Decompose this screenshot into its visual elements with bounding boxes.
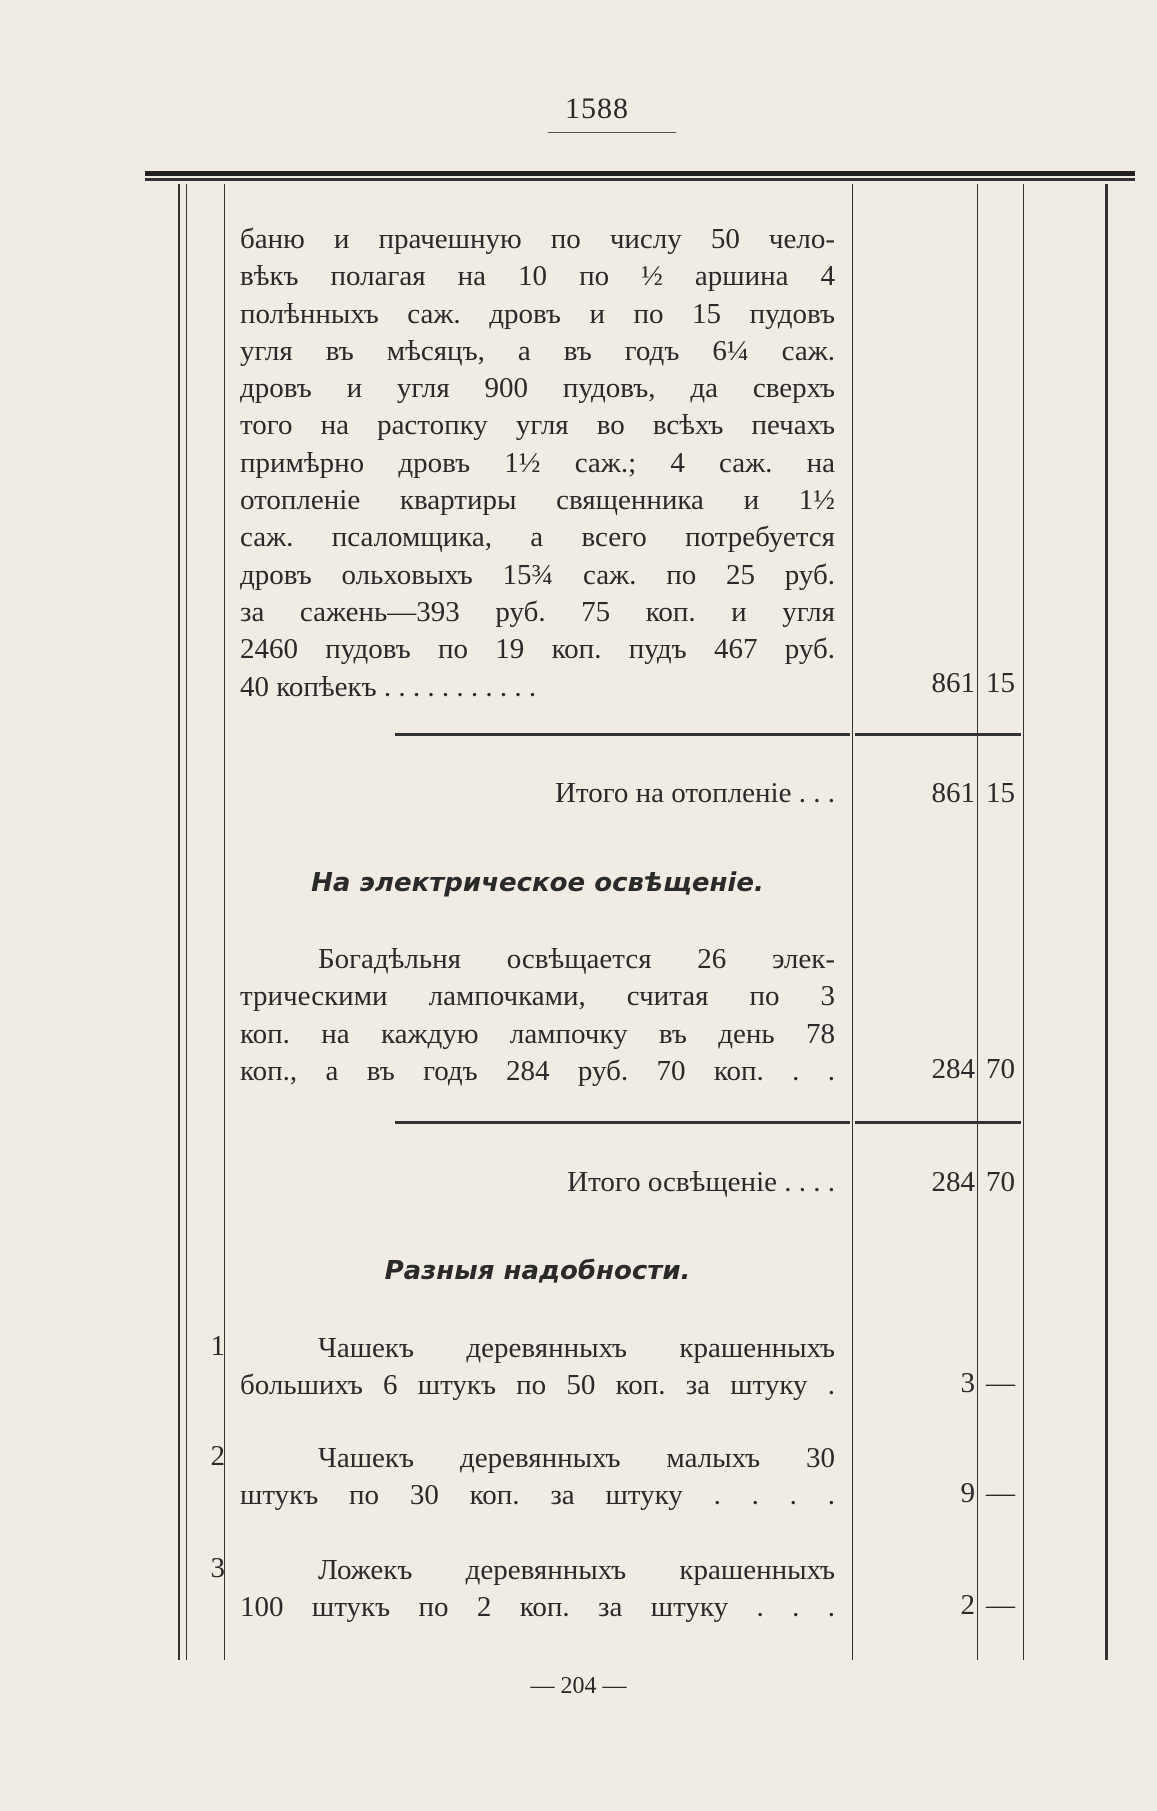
heating-paragraph bbox=[240, 221, 835, 706]
text-line: коп., а въ годъ 284 руб. 70 коп. . . bbox=[240, 1054, 835, 1087]
text-line: того на растопку угля во всѣхъ печахъ bbox=[240, 409, 835, 442]
text-line: Чашекъ деревянныхъ малыхъ 30 bbox=[318, 1442, 835, 1474]
text-line: штукъ по 30 коп. за штуку . . . . bbox=[240, 1479, 835, 1512]
text-line: угля въ мѣсяцъ, а въ годъ 6¼ саж. bbox=[240, 334, 835, 367]
column-rule-text-right bbox=[852, 184, 853, 1660]
column-rule-left-inner bbox=[186, 184, 187, 1660]
text-line: Ложекъ деревянныхъ крашенныхъ bbox=[318, 1554, 835, 1586]
text-line: отопленіе квартиры священника и 1½ bbox=[240, 484, 835, 517]
table-top-rule bbox=[145, 171, 1135, 176]
column-rule-rub-right bbox=[977, 184, 978, 1660]
item-amount-kop: — bbox=[986, 1589, 1015, 1621]
item-amount-rub: 2 bbox=[960, 1589, 975, 1621]
item-amount-kop: — bbox=[986, 1477, 1015, 1509]
text-line: коп. на каждую лампочку въ день 78 bbox=[240, 1017, 835, 1050]
item-number: 1 bbox=[210, 1330, 225, 1362]
text-line: дровъ ольховыхъ 15¾ саж. по 25 руб. bbox=[240, 558, 835, 591]
item-number: 2 bbox=[210, 1440, 225, 1472]
text-line: Богадѣльня освѣщается 26 элек- bbox=[318, 943, 835, 975]
text-line: трическими лампочками, считая по 3 bbox=[240, 980, 835, 1013]
text-line: 40 копѣекъ . . . . . . . . . . . bbox=[240, 670, 537, 703]
electric-paragraph bbox=[240, 941, 835, 1090]
column-rule-number bbox=[224, 184, 225, 1660]
header-underline bbox=[548, 132, 676, 133]
heating-amount-kop: 15 bbox=[986, 667, 1015, 699]
text-line: баню и прачешную по числу 50 чело- bbox=[240, 223, 835, 255]
item-text bbox=[240, 1552, 835, 1627]
item-text bbox=[240, 1440, 835, 1515]
text-line: Чашекъ деревянныхъ крашенныхъ bbox=[318, 1332, 835, 1364]
electric-total-label: Итого освѣщеніе . . . . bbox=[567, 1166, 835, 1198]
table-top-rule-inner bbox=[145, 178, 1135, 181]
item-amount-rub: 9 bbox=[960, 1477, 975, 1509]
column-rule-right-outer bbox=[1105, 184, 1108, 1660]
electric-amount-rub: 284 bbox=[931, 1053, 975, 1085]
text-line: 2460 пудовъ по 19 коп. пудъ 467 руб. bbox=[240, 633, 835, 666]
item-number: 3 bbox=[210, 1552, 225, 1584]
column-rule-kop-right bbox=[1023, 184, 1024, 1660]
text-line: саж. псаломщика, а всего потребуется bbox=[240, 521, 835, 554]
heating-total-label: Итого на отопленіе . . . bbox=[554, 777, 835, 809]
total-rule bbox=[395, 733, 850, 736]
electric-total-kop: 70 bbox=[986, 1166, 1015, 1198]
text-line: дровъ и угля 900 пудовъ, да сверхъ bbox=[240, 372, 835, 405]
text-line: вѣкъ полагая на 10 по ½ аршина 4 bbox=[240, 260, 835, 293]
text-line: полѣнныхъ саж. дровъ и по 15 пудовъ bbox=[240, 297, 835, 330]
heating-total-rub: 861 bbox=[931, 777, 975, 809]
electric-total-rub: 284 bbox=[931, 1166, 975, 1198]
item-amount-kop: — bbox=[986, 1367, 1015, 1399]
section-title-misc: Разныя надобности. bbox=[384, 1256, 691, 1286]
item-text bbox=[240, 1330, 835, 1405]
heating-total-kop: 15 bbox=[986, 777, 1015, 809]
total-rule-amount bbox=[855, 733, 1021, 736]
electric-amount-kop: 70 bbox=[986, 1053, 1015, 1085]
page-header-number: 1588 bbox=[565, 92, 629, 125]
total-rule bbox=[395, 1121, 850, 1124]
page-footer-number: — 204 — bbox=[530, 1673, 627, 1699]
item-amount-rub: 3 bbox=[960, 1367, 975, 1399]
section-title-electric: На электрическое освѣщеніе. bbox=[311, 868, 764, 898]
text-line: большихъ 6 штукъ по 50 коп. за штуку . bbox=[240, 1369, 835, 1402]
heating-amount-rub: 861 bbox=[931, 667, 975, 699]
text-line: 100 штукъ по 2 коп. за штуку . . . bbox=[240, 1591, 835, 1624]
total-rule-amount bbox=[855, 1121, 1021, 1124]
text-line: за сажень—393 руб. 75 коп. и угля bbox=[240, 595, 835, 628]
text-line: примѣрно дровъ 1½ саж.; 4 саж. на bbox=[240, 446, 835, 479]
column-rule-left-outer bbox=[178, 184, 180, 1660]
